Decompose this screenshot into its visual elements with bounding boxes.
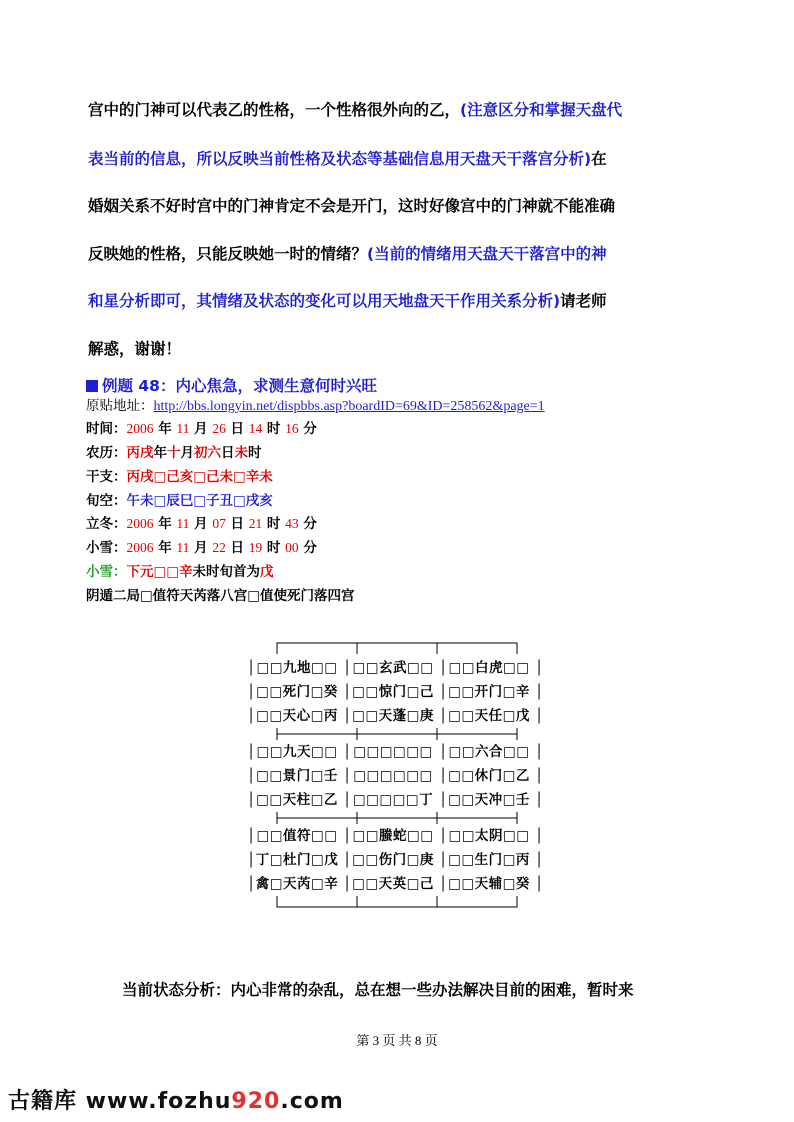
grid-border: │ (343, 768, 352, 784)
grid-cell: 丁□杜门□戊 (255, 852, 339, 868)
grid-row (247, 656, 545, 680)
info-value: 丙戌□己亥□己未□辛未 (126, 469, 273, 485)
grid-cell: □□值符□□ (256, 828, 338, 844)
info-value: 阴遁二局□值符天芮落八宫□值使死门落四宫 (86, 588, 355, 604)
grid-cell: □□天心□丙 (256, 708, 338, 724)
info-value: 14 (248, 421, 263, 436)
text-run: 请老师 (560, 292, 607, 310)
info-value: 00 (285, 540, 299, 555)
grid-cell: □□□□□□ (353, 744, 433, 760)
grid-border: │ (535, 828, 544, 844)
text-run: 反映她的性格，只能反映她一时的情绪？ (88, 245, 368, 263)
info-value: 日 (225, 421, 249, 437)
info-value: 下元□□ (126, 564, 180, 580)
analysis-text: 当前状态分析：内心非常的杂乱，总在想一些办法解决目前的困难，暂时来 (122, 981, 634, 999)
info-value: 22 (212, 540, 226, 555)
paragraph-line (88, 244, 713, 264)
info-value: 辛 (179, 564, 193, 580)
grid-row (247, 704, 545, 728)
grid-cell: □□白虎□□ (448, 660, 530, 676)
brand-suffix: .com (280, 1089, 344, 1114)
grid-cell: □□六合□□ (448, 744, 530, 760)
grid-cell: □□天冲□壬 (448, 792, 530, 808)
qimen-chart-grid (247, 640, 545, 910)
grid-border: │ (247, 828, 256, 844)
info-value: 月 (189, 516, 213, 532)
grid-cell: □□伤门□庚 (352, 852, 434, 868)
paragraph-line (88, 196, 713, 216)
paragraph-line (88, 339, 713, 359)
square-bullet-icon (86, 380, 98, 392)
page-footer: 第 3 页 共 8 页 (356, 1033, 438, 1048)
info-value: 19 (248, 540, 263, 555)
info-value: 日 (225, 540, 249, 556)
grid-border: │ (247, 684, 256, 700)
info-value: 时 (262, 540, 286, 556)
info-line (86, 444, 262, 462)
grid-border: │ (439, 768, 448, 784)
info-value: 分 (298, 540, 317, 556)
info-line (86, 539, 317, 557)
info-value: 年 (153, 421, 177, 437)
info-line (86, 515, 317, 533)
grid-border: │ (439, 852, 448, 868)
info-value: 2006 (126, 540, 154, 555)
text-run: 表当前的信息，所以反映当前性格及状态等基础信息用天盘天干落宫分析) (88, 150, 592, 168)
grid-cell: □□玄武□□ (352, 660, 434, 676)
brand-highlight: 920 (231, 1089, 281, 1114)
info-value: 日 (221, 445, 235, 461)
grid-cell: □□休门□乙 (448, 768, 530, 784)
grid-border: │ (343, 792, 352, 808)
grid-border: │ (343, 744, 352, 760)
grid-cell: □□□□□丁 (352, 792, 434, 808)
info-value: 2006 (126, 421, 154, 436)
info-value: 初六 (194, 445, 221, 461)
info-label: 旬空： (86, 493, 127, 509)
info-value: 年 (153, 516, 177, 532)
info-value: 月 (189, 540, 213, 556)
info-value: 戊 (260, 564, 274, 580)
grid-border: │ (343, 684, 352, 700)
grid-cell: □□天英□己 (352, 876, 434, 892)
grid-top-border (247, 640, 545, 656)
example-heading (86, 374, 377, 396)
info-label: 小雪： (86, 564, 127, 580)
text-run: 宫中的门神可以代表乙的性格，一个性格很外向的乙， (88, 101, 461, 119)
info-value: 21 (248, 516, 263, 531)
info-label: 立冬： (86, 516, 127, 532)
grid-row (247, 848, 545, 872)
paragraph-line (88, 149, 713, 169)
grid-cell: □□天蓬□庚 (352, 708, 434, 724)
text-run: (当前的情绪用天盘天干落宫中的神 (367, 245, 607, 263)
info-value: 未时旬首为 (192, 564, 261, 580)
grid-border: │ (343, 852, 352, 868)
grid-border: │ (535, 708, 544, 724)
grid-cell: 禽□天芮□辛 (255, 876, 339, 892)
text-run: 婚姻关系不好时宫中的门神肯定不会是开门，这时好像宫中的门神就不能准确 (88, 197, 616, 215)
text-run: 和星分析即可，其情绪及状态的变化可以用天地盘天干作用关系分析) (88, 292, 561, 310)
grid-border: │ (535, 876, 544, 892)
info-label: 农历： (86, 445, 127, 461)
grid-rows (247, 656, 545, 910)
grid-border: │ (343, 708, 352, 724)
example-heading-text: 例题 48：内心焦急，求测生意何时兴旺 (102, 377, 377, 395)
info-value: 年 (153, 445, 167, 461)
info-value: 2006 (126, 516, 154, 531)
grid-border: │ (439, 744, 448, 760)
grid-separator (247, 812, 545, 824)
info-label: 时间： (86, 421, 127, 437)
grid-cell: □□景门□壬 (256, 768, 338, 784)
grid-border: │ (343, 876, 352, 892)
grid-border: │ (247, 744, 256, 760)
grid-border: │ (535, 684, 544, 700)
info-value: 43 (285, 516, 299, 531)
grid-border: │ (247, 708, 256, 724)
grid-border: │ (439, 792, 448, 808)
info-value: 时 (262, 421, 286, 437)
grid-border: │ (247, 852, 256, 868)
grid-border: │ (535, 792, 544, 808)
grid-border: │ (535, 768, 544, 784)
grid-row (247, 680, 545, 704)
grid-border: │ (535, 660, 544, 676)
grid-cell: □□天任□戊 (448, 708, 530, 724)
paragraph-line (88, 291, 713, 311)
grid-border: │ (247, 876, 256, 892)
grid-border: │ (439, 708, 448, 724)
info-value: 11 (176, 421, 190, 436)
info-value: 分 (298, 516, 317, 532)
grid-border: │ (439, 684, 448, 700)
info-value: 月 (189, 421, 213, 437)
grid-border: │ (247, 660, 256, 676)
grid-row (247, 788, 545, 812)
grid-cell: □□太阴□□ (448, 828, 530, 844)
grid-bottom-border (247, 896, 545, 910)
grid-border: │ (535, 744, 544, 760)
grid-cell: □□开门□辛 (448, 684, 530, 700)
grid-row (247, 872, 545, 896)
brand-prefix: 古籍库 www.fozhu (8, 1089, 232, 1114)
text-run: (注意区分和掌握天盘代 (460, 101, 623, 119)
grid-cell: □□九地□□ (256, 660, 338, 676)
grid-cell: □□□□□□ (353, 768, 433, 784)
grid-cell: □□九天□□ (256, 744, 338, 760)
grid-border: │ (247, 792, 256, 808)
info-line (86, 587, 355, 605)
info-value: 时 (262, 516, 286, 532)
info-line (86, 420, 317, 438)
info-value: 07 (212, 516, 226, 531)
info-value: 日 (225, 516, 249, 532)
grid-border: │ (439, 828, 448, 844)
info-line (86, 563, 274, 581)
info-value: 午未□辰巳□子丑□戌亥 (126, 493, 273, 509)
info-value: 16 (285, 421, 299, 436)
info-value: 26 (212, 421, 226, 436)
grid-border: │ (247, 768, 256, 784)
info-value: 时 (248, 445, 262, 461)
grid-row (247, 764, 545, 788)
source-link[interactable]: http://bbs.longyin.net/dispbbs.asp?boardID=69&ID=258562&page=1 (153, 399, 545, 414)
source-line (86, 397, 545, 416)
site-watermark (8, 1084, 344, 1115)
grid-cell: □□生门□丙 (448, 852, 530, 868)
info-value: 年 (153, 540, 177, 556)
grid-border: │ (343, 660, 352, 676)
grid-cell: □□天辅□癸 (448, 876, 530, 892)
info-line (86, 492, 273, 510)
grid-cell: □□螣蛇□□ (352, 828, 434, 844)
info-value: 未 (234, 445, 248, 461)
grid-border: │ (535, 852, 544, 868)
grid-border: │ (343, 828, 352, 844)
info-value: 月 (180, 445, 194, 461)
info-value: 分 (298, 421, 317, 437)
info-line (86, 468, 273, 486)
paragraph-line (88, 100, 713, 120)
info-value: 11 (176, 516, 190, 531)
info-label: 小雪： (86, 540, 127, 556)
grid-row (247, 824, 545, 848)
info-value: 十 (167, 445, 181, 461)
info-value: 丙戌 (126, 445, 154, 461)
info-value: 11 (176, 540, 190, 555)
source-label: 原贴地址： (86, 398, 154, 414)
grid-border: │ (439, 660, 448, 676)
grid-separator (247, 728, 545, 740)
grid-row (247, 740, 545, 764)
info-label: 干支： (86, 469, 127, 485)
grid-cell: □□天柱□乙 (256, 792, 338, 808)
text-run: 在 (591, 150, 607, 168)
grid-cell: □□死门□癸 (256, 684, 338, 700)
grid-cell: □□惊门□己 (352, 684, 434, 700)
grid-border: │ (439, 876, 448, 892)
text-run: 解惑，谢谢！ (88, 340, 182, 358)
